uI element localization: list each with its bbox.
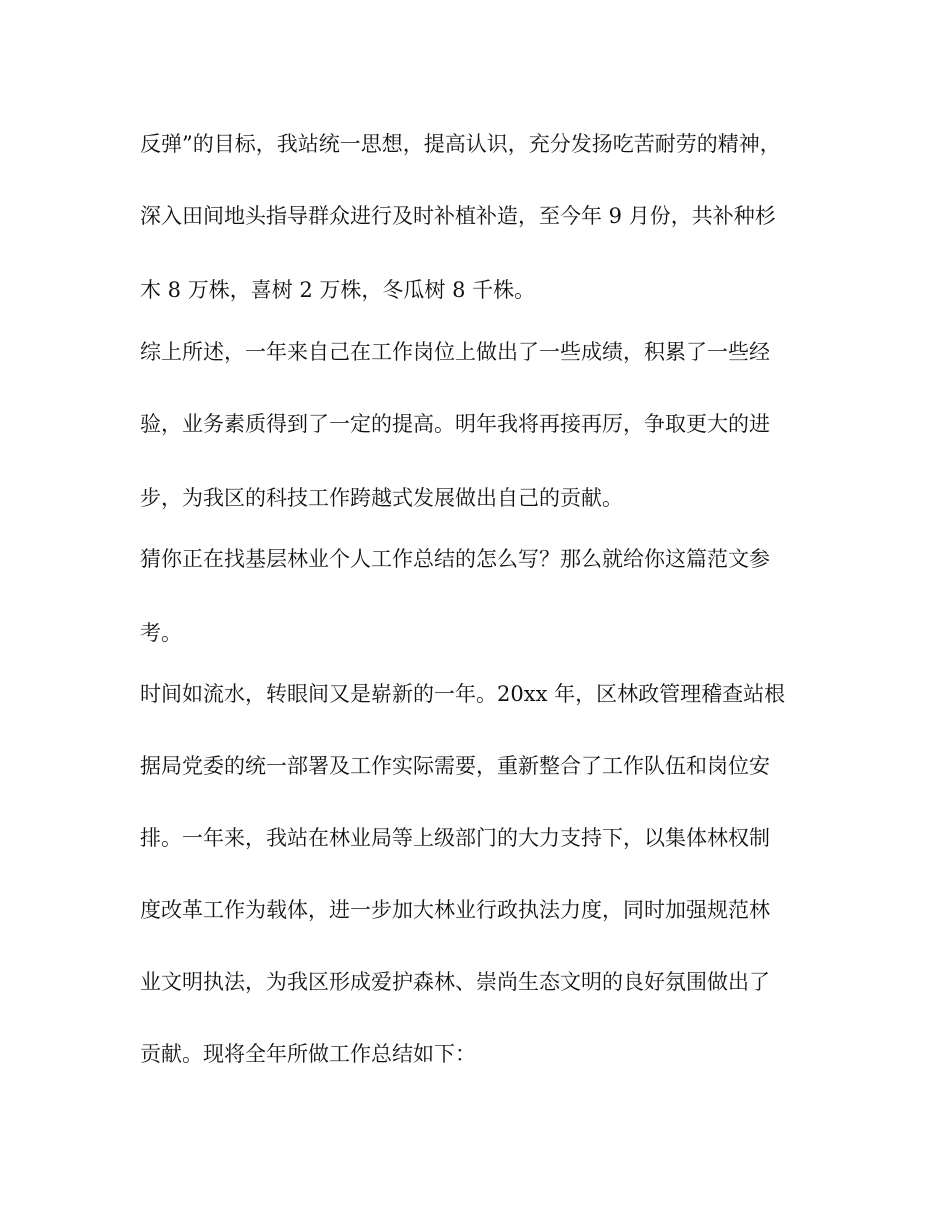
paragraph-4-line-6: 贡献。现将全年所做工作总结如下： [140,1042,476,1066]
paragraph-3-line-2: 考。 [140,621,182,645]
paragraph-2-line-3: 步，为我区的科技工作跨越式发展做出自己的贡献。 [140,486,623,510]
paragraph-4-line-5: 业文明执法，为我区形成爱护森林、崇尚生态文明的良好氛围做出了 [140,970,770,994]
paragraph-4-line-4: 度改革工作为载体，进一步加大林业行政执法力度，同时加强规范林 [140,898,770,922]
paragraph-1-line-1: 反弹”的目标，我站统一思想，提高认识，充分发扬吃苦耐劳的精神， [140,132,781,156]
paragraph-1-line-3: 木 8 万株，喜树 2 万株，冬瓜树 8 千株。 [140,278,536,302]
paragraph-3-line-1: 猜你正在找基层林业个人工作总结的怎么写？那么就给你这篇范文参 [140,547,770,571]
paragraph-4-line-2: 据局党委的统一部署及工作实际需要，重新整合了工作队伍和岗位安 [140,754,770,778]
paragraph-4-line-3: 排。一年来，我站在林业局等上级部门的大力支持下，以集体林权制 [140,826,770,850]
paragraph-2-line-1: 综上所述，一年来自己在工作岗位上做出了一些成绩，积累了一些经 [140,340,770,364]
paragraph-4-line-1: 时间如流水，转眼间又是崭新的一年。20xx 年，区林政管理稽查站根 [140,682,786,706]
paragraph-1-line-2: 深入田间地头指导群众进行及时补植补造，至今年 9 月份，共补种杉 [140,204,776,228]
paragraph-2-line-2: 验，业务素质得到了一定的提高。明年我将再接再厉，争取更大的进 [140,412,770,436]
